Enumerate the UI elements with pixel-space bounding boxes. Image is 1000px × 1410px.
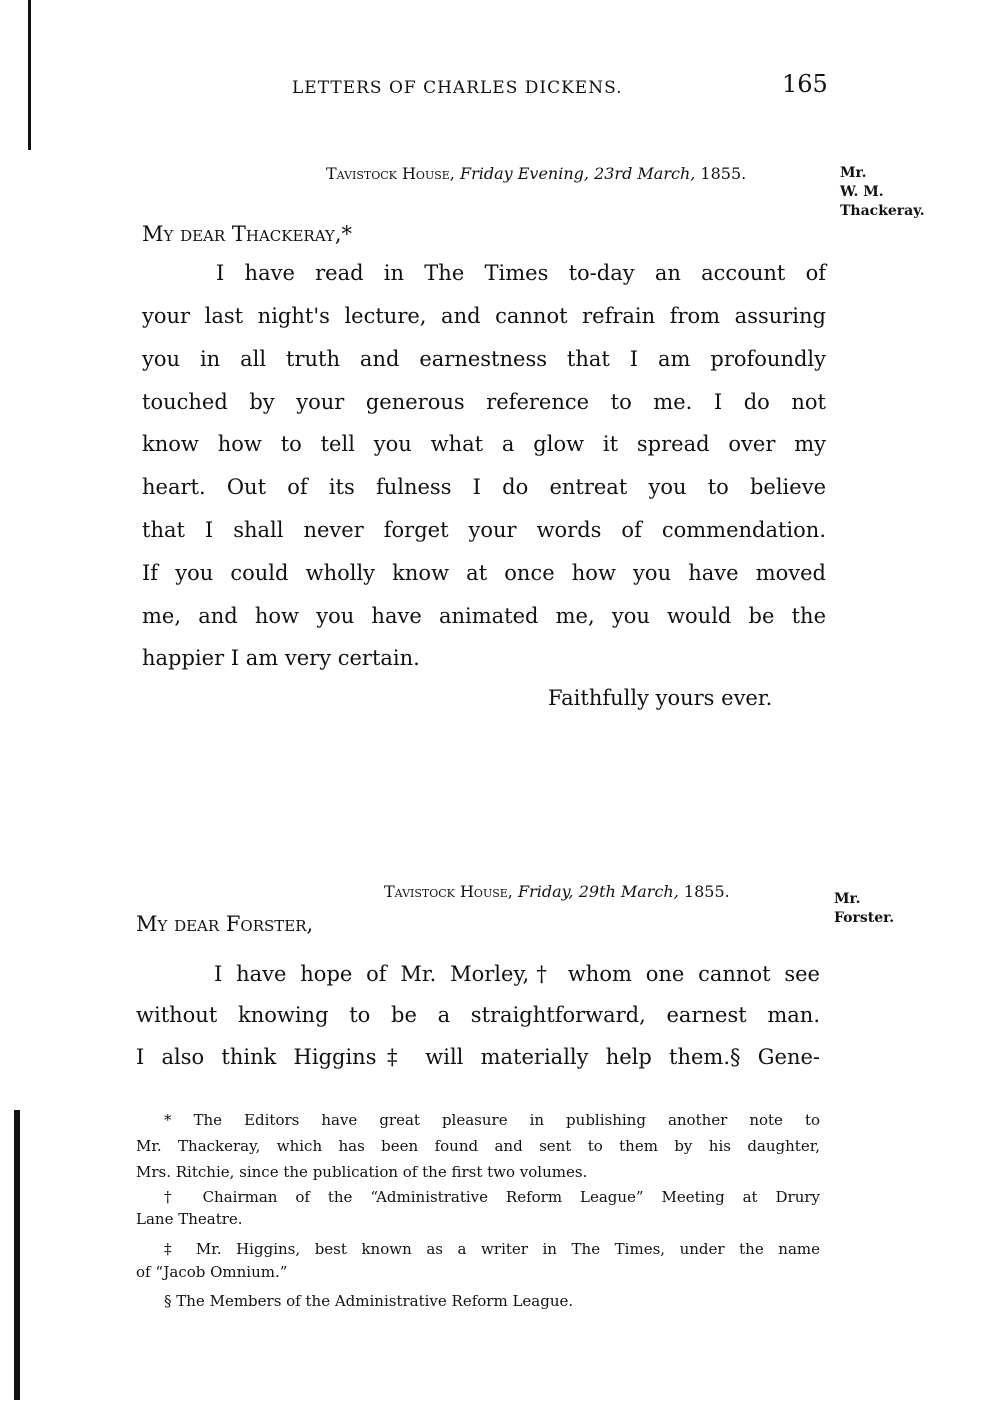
letter1-line: me, and how you have animated me, you would be the	[142, 604, 826, 628]
footnote-line: § The Members of the Administrative Reform League.	[164, 1292, 574, 1310]
letter1-line: If you could wholly know at once how you have moved	[142, 561, 826, 585]
letter1-line: that I shall never forget your words of commendation.	[142, 518, 826, 542]
page-header	[0, 70, 1000, 104]
footnote-line: † Chairman of the “Administrative Reform League” Meeting at Drury	[164, 1188, 820, 1206]
letter2-salutation: My dear Forster,	[136, 912, 314, 936]
letter1-line: you in all truth and earnestness that I am profoundly	[142, 347, 826, 371]
dateline-place: Tavistock House,	[326, 164, 455, 183]
letter1-dateline	[326, 164, 746, 183]
letter2-line: I also think Higgins‡ will materially help them.§ Gene-	[136, 1045, 820, 1069]
letter2-line: without knowing to be a straightforward, earnest man.	[136, 1003, 820, 1027]
letter1-line: I have read in The Times to-day an account of	[216, 261, 826, 285]
margin-note-line: W. M.	[840, 184, 884, 200]
margin-note-line: Thackeray.	[840, 203, 925, 219]
page-number: 165	[782, 70, 828, 98]
dateline-year: 1855.	[683, 882, 730, 901]
letter1-line: heart. Out of its fulness I do entreat you to believe	[142, 475, 826, 499]
scan-edge-bottom	[14, 1110, 20, 1400]
footnote-line: of “Jacob Omnium.”	[136, 1263, 288, 1281]
dateline-date: Friday, 29th March,	[517, 882, 679, 901]
letter2-margin-note	[834, 890, 894, 928]
margin-note-line: Mr.	[840, 165, 867, 181]
footnote-line: Mrs. Ritchie, since the publication of the first two volumes.	[136, 1163, 588, 1181]
footnote-line: ‡ Mr. Higgins, best known as a writer in The Times, under the name	[164, 1240, 820, 1258]
letter1-salutation: My dear Thackeray,*	[142, 222, 353, 246]
letter1-line-last: happier I am very certain.	[142, 646, 420, 670]
dateline-date: Friday Evening, 23rd March,	[459, 164, 696, 183]
letter1-margin-note	[840, 164, 925, 221]
letter1-line: know how to tell you what a glow it spread over my	[142, 432, 826, 456]
letter1-closing: Faithfully yours ever.	[548, 686, 773, 710]
letter1-line: your last night's lecture, and cannot refrain from assuring	[142, 304, 826, 328]
letter2-dateline	[384, 882, 730, 901]
margin-note-line: Mr.	[834, 891, 861, 907]
footnote-line: * The Editors have great pleasure in publishing another note to	[164, 1111, 820, 1129]
running-title: LETTERS OF CHARLES DICKENS.	[292, 78, 623, 98]
footnote-line: Mr. Thackeray, which has been found and sent to them by his daughter,	[136, 1137, 820, 1155]
footnote-line: Lane Theatre.	[136, 1210, 243, 1228]
dateline-year: 1855.	[700, 164, 747, 183]
margin-note-line: Forster.	[834, 910, 895, 926]
letter2-line: I have hope of Mr. Morley,† whom one cannot see	[214, 962, 820, 986]
dateline-place: Tavistock House,	[384, 882, 513, 901]
letter1-line: touched by your generous reference to me. I do not	[142, 390, 826, 414]
